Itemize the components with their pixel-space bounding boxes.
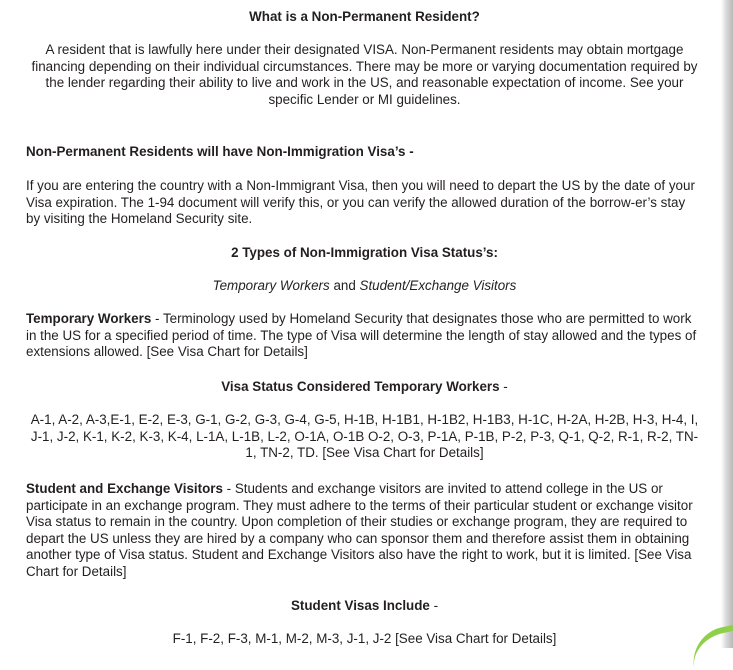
intro-paragraph: A resident that is lawfully here under their designated VISA. Non-Permanent residents may obtain mortgage financing depending on their individual circumstances. There may be more or varying documentation required by the lender regarding their ability to live and work in the US, and reasonable expectation of income. See your specific Lender or MI guidelines.: [31, 42, 698, 107]
non-immigration-heading: Non-Permanent Residents will have Non-Immigration Visa’s -: [26, 144, 414, 159]
student-exchange-label: Student and Exchange Visitors: [26, 481, 223, 496]
student-visas-heading: Student Visas Include -: [290, 598, 439, 613]
student-visas-list: F-1, F-2, F-3, M-1, M-2, M-3, J-1, J-2 [See Visa Chart for Details]: [172, 631, 557, 646]
page-edge-shadow: [721, 0, 733, 648]
visa-types-heading: 2 Types of Non-Immigration Visa Status’s:: [231, 245, 498, 260]
visa-types-line: Temporary Workers and Student/Exchange Visitors: [212, 278, 517, 293]
page-title: What is a Non-Permanent Resident?: [249, 9, 480, 24]
temporary-workers-label: Temporary Workers: [26, 311, 152, 326]
temporary-workers-paragraph: Temporary Workers - Terminology used by Homeland Security that designates those who are permitted to work in the US for a specified period of time. The type of Visa will determine the length of stay allowed and the types of extensions allowed. [See Visa Chart for Details]: [26, 311, 697, 359]
student-exchange-paragraph: Student and Exchange Visitors - Students and exchange visitors are invited to attend college in the US or participate in an exchange program. They must adhere to the terms of their particular student or exchange visitor Visa status to remain in the country. Upon completion of their studies or exchange program, they are required to depart the US unless they are hired by a company who can sponsor them and therefore assist them in obtaining another type of Visa status. Student and Exchange Visitors also have the right to work, but it is limited. [See Visa Chart for Details]: [26, 481, 693, 579]
visa-status-list: A-1, A-2, A-3,E-1, E-2, E-3, G-1, G-2, G-3, G-4, G-5, H-1B, H-1B1, H-1B2, H-1B3, H-1C, H-2A, H-2B, H-3, H-4, I, J-1, J-2, K-1, K-2, K-3, K-4, L-1A, L-1B, L-2, O-1A, O-1B O-2, O-3, P-1A, P-1B, P-2, P-3, Q-1, Q-2, R-1, R-2, TN-1, TN-2, TD. [See Visa Chart for Details]: [30, 412, 699, 460]
non-immigration-paragraph: If you are entering the country with a Non-Immigrant Visa, then you will need to depart the US by the date of your Visa expiration. The 1-94 document will verify this, or you can verify the allowed duration of the borrow-er’s stay by visiting the Homeland Security site.: [26, 178, 695, 226]
visa-status-heading: Visa Status Considered Temporary Workers -: [221, 379, 508, 394]
